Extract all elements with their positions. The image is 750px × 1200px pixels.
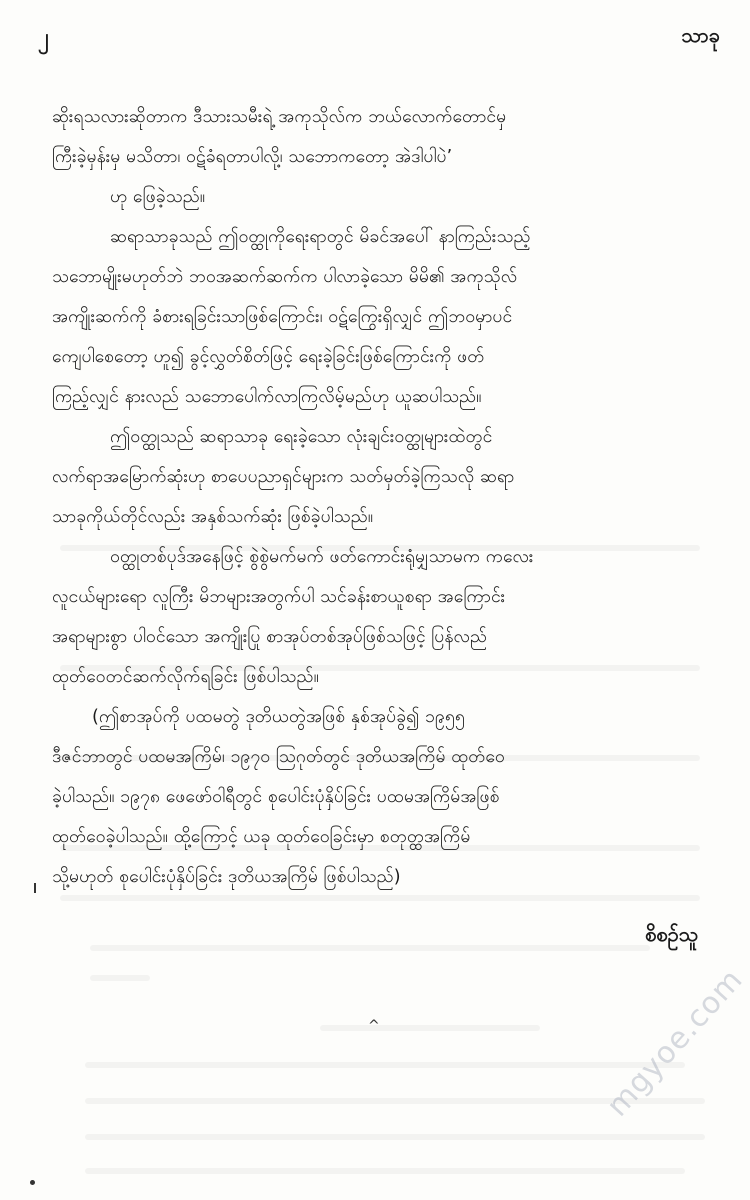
stray-ink-mark bbox=[34, 883, 36, 893]
text-line: လက်ရာအမြောက်ဆုံးဟု စာပေပညာရှင်များက သတ်မှတ်ခဲ့ကြသလို ဆရာ bbox=[52, 467, 515, 487]
text-line: ဟု ဖြေခဲ့သည်။ bbox=[110, 187, 206, 207]
text-line: ခဲ့ပါသည်။ ၁၉၇၈ ဖေဖော်ဝါရီတွင် စုပေါင်းပုံနှိပ်ခြင်း ပထမအကြိမ်အဖြစ် bbox=[52, 787, 500, 807]
text-line: အကျိုးဆက်ကို ခံစားရခြင်းသာဖြစ်ကြောင်း၊ ဝဋ်ကြွေးရှိလျှင် ဤဘဝမှာပင် bbox=[52, 307, 513, 327]
text-line: ထုတ်ဝေတင်ဆက်လိုက်ရခြင်း ဖြစ်ပါသည်။ bbox=[52, 667, 319, 687]
text-line: ကြီးခဲ့မှန်းမှ မသိတာ၊ ဝဋ်ခံရတာပါလို့၊ သဘောကတော့ အဲဒါပါပဲ’ bbox=[52, 147, 453, 167]
ink-dot bbox=[30, 1180, 35, 1185]
bleed-through bbox=[60, 895, 700, 901]
text-line: ဒီဇင်ဘာတွင် ပထမအကြိမ်၊ ၁၉၇၀ ဩဂုတ်တွင် ဒုတိယအကြိမ် ထုတ်ဝေ bbox=[52, 747, 505, 767]
text-line: သို့မဟုတ် စုပေါင်းပုံနှိပ်ခြင်း ဒုတိယအကြိမ် ဖြစ်ပါသည်) bbox=[52, 867, 401, 887]
bleed-through bbox=[85, 1062, 685, 1068]
text-line: သာခုကိုယ်တိုင်လည်း အနှစ်သက်ဆုံး ဖြစ်ခဲ့ပါသည်။ bbox=[52, 507, 374, 527]
page-number: ၂ bbox=[38, 24, 49, 50]
text-line: (ဤစာအုပ်ကို ပထမတွဲ ဒုတိယတွဲအဖြစ် နှစ်အုပ်ခွဲ၍ ၁၉၅၅ bbox=[92, 707, 465, 727]
text-line: လူငယ်များရော လူကြီး မိဘများအတွက်ပါ သင်ခန်းစာယူစရာ အကြောင်း bbox=[52, 587, 506, 607]
text-line: သဘောမျိုးမဟုတ်ဘဲ ဘဝအဆက်ဆက်က ပါလာခဲ့သော မိမိ၏ အကုသိုလ် bbox=[52, 267, 518, 287]
text-line: ဆိုးရသလားဆိုတာက ဒီသားသမီးရဲ့ အကုသိုလ်က ဘယ်လောက်တောင်မှ bbox=[52, 107, 507, 127]
watermark: mgyoe.com bbox=[600, 962, 750, 1124]
text-line: အရာများစွာ ပါဝင်သော အကျိုးပြု စာအုပ်တစ်အုပ်ဖြစ်သဖြင့် ပြန်လည် bbox=[52, 627, 488, 647]
bleed-through bbox=[85, 1134, 705, 1140]
bleed-through bbox=[85, 1168, 685, 1174]
caret-mark: ^ bbox=[368, 1018, 380, 1034]
text-line: ကျေပါစေတော့ ဟူ၍ ခွင့်လွှတ်စိတ်ဖြင့် ရေးခဲ့ခြင်းဖြစ်ကြောင်းကို ဖတ် bbox=[52, 347, 485, 367]
signature: စိစဉ်သူ bbox=[645, 922, 698, 946]
running-title: သာခု bbox=[681, 23, 720, 47]
bleed-through bbox=[90, 975, 150, 981]
bleed-through bbox=[90, 945, 650, 951]
text-line: ထုတ်ဝေခဲ့ပါသည်။ ထို့ကြောင့် ယခု ထုတ်ဝေခြင်းမှာ စတုတ္ထအကြိမ် bbox=[52, 827, 471, 847]
text-line: ကြည့်လျှင် နားလည် သဘောပေါက်လာကြလိမ့်မည်ဟု ယူဆပါသည်။ bbox=[52, 387, 482, 407]
text-line: ဆရာသာခုသည် ဤဝတ္ထုကိုရေးရာတွင် မိခင်အပေါ် နာကြည်းသည့် bbox=[110, 227, 531, 247]
bleed-through bbox=[320, 1025, 540, 1031]
text-line: ဤဝတ္ထုသည် ဆရာသာခု ရေးခဲ့သော လုံးချင်းဝတ္ထုများထဲတွင် bbox=[110, 427, 493, 447]
text-line: ဝတ္ထုတစ်ပုဒ်အနေဖြင့် စွဲစွဲမက်မက် ဖတ်ကောင်းရုံမျှသာမက ကလေး bbox=[110, 547, 534, 567]
